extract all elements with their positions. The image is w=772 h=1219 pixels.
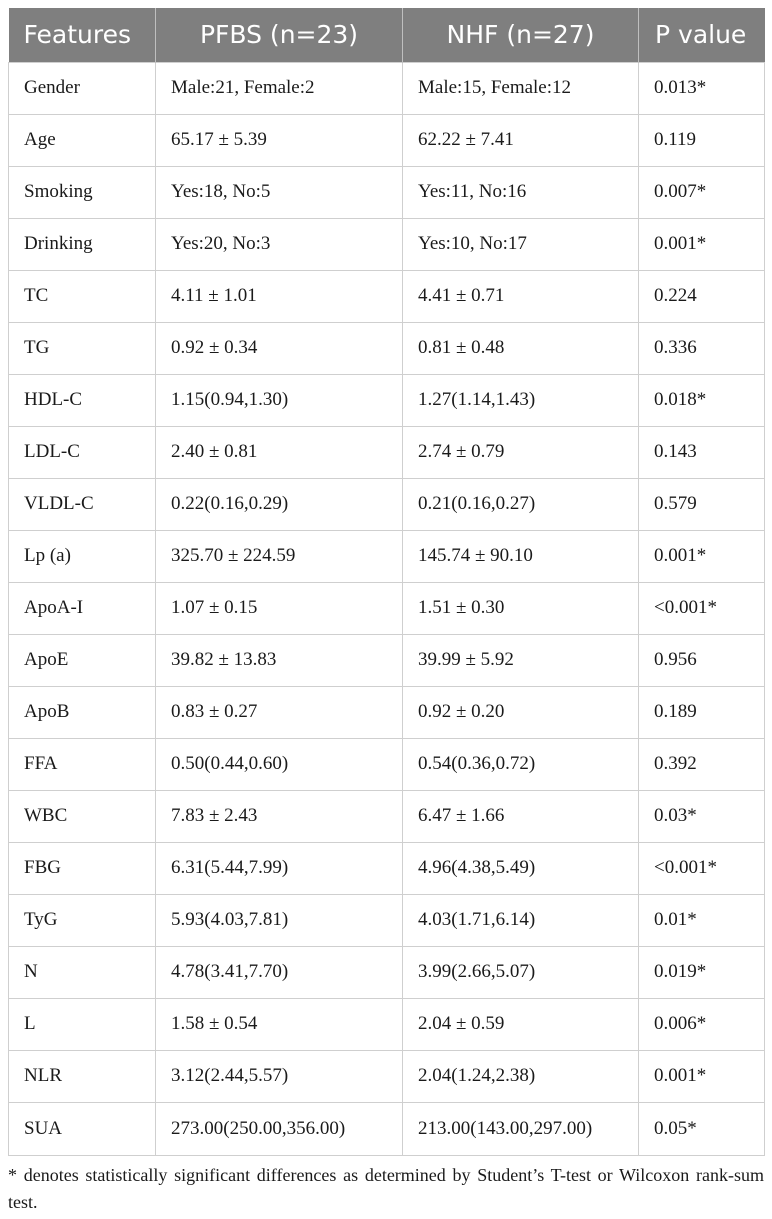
pfbs-cell: Male:21, Female:2 (156, 62, 403, 114)
nhf-cell: 0.81 ± 0.48 (403, 322, 639, 374)
table-footnote: * denotes statistically significant differences as determined by Student’s T-test or Wilcoxon rank-sum test. (8, 1165, 764, 1212)
table-row (9, 530, 765, 582)
comparison-table (8, 8, 765, 1156)
nhf-cell: 2.74 ± 0.79 (403, 426, 639, 478)
p-value-cell: 0.189 (639, 686, 765, 738)
nhf-cell: 6.47 ± 1.66 (403, 790, 639, 842)
feature-cell: TC (9, 270, 156, 322)
feature-cell: ApoB (9, 686, 156, 738)
table-body (9, 62, 765, 1155)
pfbs-cell: 1.07 ± 0.15 (156, 582, 403, 634)
pfbs-cell: 4.78(3.41,7.70) (156, 946, 403, 998)
header-p-value: P value (639, 8, 765, 62)
table-row (9, 894, 765, 946)
feature-cell: Lp (a) (9, 530, 156, 582)
header-nhf: NHF (n=27) (403, 8, 639, 62)
feature-cell: TG (9, 322, 156, 374)
pfbs-cell: Yes:20, No:3 (156, 218, 403, 270)
feature-cell: Age (9, 114, 156, 166)
feature-cell: SUA (9, 1102, 156, 1155)
pfbs-cell: 6.31(5.44,7.99) (156, 842, 403, 894)
pfbs-cell: 4.11 ± 1.01 (156, 270, 403, 322)
pfbs-cell: 0.22(0.16,0.29) (156, 478, 403, 530)
p-value-cell: 0.013* (639, 62, 765, 114)
table-row (9, 686, 765, 738)
table-row (9, 166, 765, 218)
p-value-cell: 0.119 (639, 114, 765, 166)
p-value-cell: 0.007* (639, 166, 765, 218)
table-row (9, 998, 765, 1050)
p-value-cell: 0.018* (639, 374, 765, 426)
header-pfbs: PFBS (n=23) (156, 8, 403, 62)
nhf-cell: 4.03(1.71,6.14) (403, 894, 639, 946)
pfbs-cell: 5.93(4.03,7.81) (156, 894, 403, 946)
feature-cell: WBC (9, 790, 156, 842)
table-row (9, 270, 765, 322)
feature-cell: NLR (9, 1050, 156, 1102)
nhf-cell: Yes:11, No:16 (403, 166, 639, 218)
pfbs-cell: 0.50(0.44,0.60) (156, 738, 403, 790)
p-value-cell: 0.001* (639, 530, 765, 582)
feature-cell: FBG (9, 842, 156, 894)
nhf-cell: 62.22 ± 7.41 (403, 114, 639, 166)
feature-cell: Gender (9, 62, 156, 114)
pfbs-cell: 1.58 ± 0.54 (156, 998, 403, 1050)
p-value-cell: <0.001* (639, 842, 765, 894)
p-value-cell: 0.336 (639, 322, 765, 374)
p-value-cell: 0.579 (639, 478, 765, 530)
table-row (9, 218, 765, 270)
nhf-cell: 4.41 ± 0.71 (403, 270, 639, 322)
pfbs-cell: 7.83 ± 2.43 (156, 790, 403, 842)
nhf-cell: 2.04 ± 0.59 (403, 998, 639, 1050)
nhf-cell: 0.92 ± 0.20 (403, 686, 639, 738)
feature-cell: FFA (9, 738, 156, 790)
table-row (9, 426, 765, 478)
table-header-row (9, 8, 765, 62)
nhf-cell: 2.04(1.24,2.38) (403, 1050, 639, 1102)
table-row (9, 322, 765, 374)
nhf-cell: 0.21(0.16,0.27) (403, 478, 639, 530)
feature-cell: N (9, 946, 156, 998)
nhf-cell: 1.27(1.14,1.43) (403, 374, 639, 426)
pfbs-cell: 0.92 ± 0.34 (156, 322, 403, 374)
feature-cell: HDL-C (9, 374, 156, 426)
p-value-cell: 0.03* (639, 790, 765, 842)
p-value-cell: 0.01* (639, 894, 765, 946)
nhf-cell: Male:15, Female:12 (403, 62, 639, 114)
feature-cell: L (9, 998, 156, 1050)
pfbs-cell: 1.15(0.94,1.30) (156, 374, 403, 426)
feature-cell: VLDL-C (9, 478, 156, 530)
table-row (9, 842, 765, 894)
feature-cell: ApoE (9, 634, 156, 686)
pfbs-cell: 2.40 ± 0.81 (156, 426, 403, 478)
nhf-cell: 4.96(4.38,5.49) (403, 842, 639, 894)
p-value-cell: 0.006* (639, 998, 765, 1050)
pfbs-cell: 65.17 ± 5.39 (156, 114, 403, 166)
feature-cell: TyG (9, 894, 156, 946)
nhf-cell: 39.99 ± 5.92 (403, 634, 639, 686)
table-row (9, 634, 765, 686)
p-value-cell: 0.143 (639, 426, 765, 478)
p-value-cell: 0.392 (639, 738, 765, 790)
p-value-cell: 0.001* (639, 1050, 765, 1102)
pfbs-cell: 0.83 ± 0.27 (156, 686, 403, 738)
pfbs-cell: Yes:18, No:5 (156, 166, 403, 218)
p-value-cell: 0.019* (639, 946, 765, 998)
pfbs-cell: 325.70 ± 224.59 (156, 530, 403, 582)
table-row (9, 1050, 765, 1102)
table-row (9, 946, 765, 998)
pfbs-cell: 39.82 ± 13.83 (156, 634, 403, 686)
header-features: Features (9, 8, 156, 62)
nhf-cell: 1.51 ± 0.30 (403, 582, 639, 634)
pfbs-cell: 273.00(250.00,356.00) (156, 1102, 403, 1155)
pfbs-cell: 3.12(2.44,5.57) (156, 1050, 403, 1102)
p-value-cell: 0.001* (639, 218, 765, 270)
nhf-cell: 3.99(2.66,5.07) (403, 946, 639, 998)
p-value-cell: 0.224 (639, 270, 765, 322)
p-value-cell: <0.001* (639, 582, 765, 634)
table-row (9, 374, 765, 426)
table-row (9, 582, 765, 634)
nhf-cell: 213.00(143.00,297.00) (403, 1102, 639, 1155)
table-row (9, 738, 765, 790)
feature-cell: Drinking (9, 218, 156, 270)
feature-cell: Smoking (9, 166, 156, 218)
table-row (9, 1102, 765, 1155)
p-value-cell: 0.956 (639, 634, 765, 686)
feature-cell: LDL-C (9, 426, 156, 478)
nhf-cell: 0.54(0.36,0.72) (403, 738, 639, 790)
p-value-cell: 0.05* (639, 1102, 765, 1155)
table-row (9, 114, 765, 166)
nhf-cell: 145.74 ± 90.10 (403, 530, 639, 582)
nhf-cell: Yes:10, No:17 (403, 218, 639, 270)
table-row (9, 790, 765, 842)
table-row (9, 62, 765, 114)
data-table-container (8, 8, 764, 1156)
table-row (9, 478, 765, 530)
feature-cell: ApoA-I (9, 582, 156, 634)
